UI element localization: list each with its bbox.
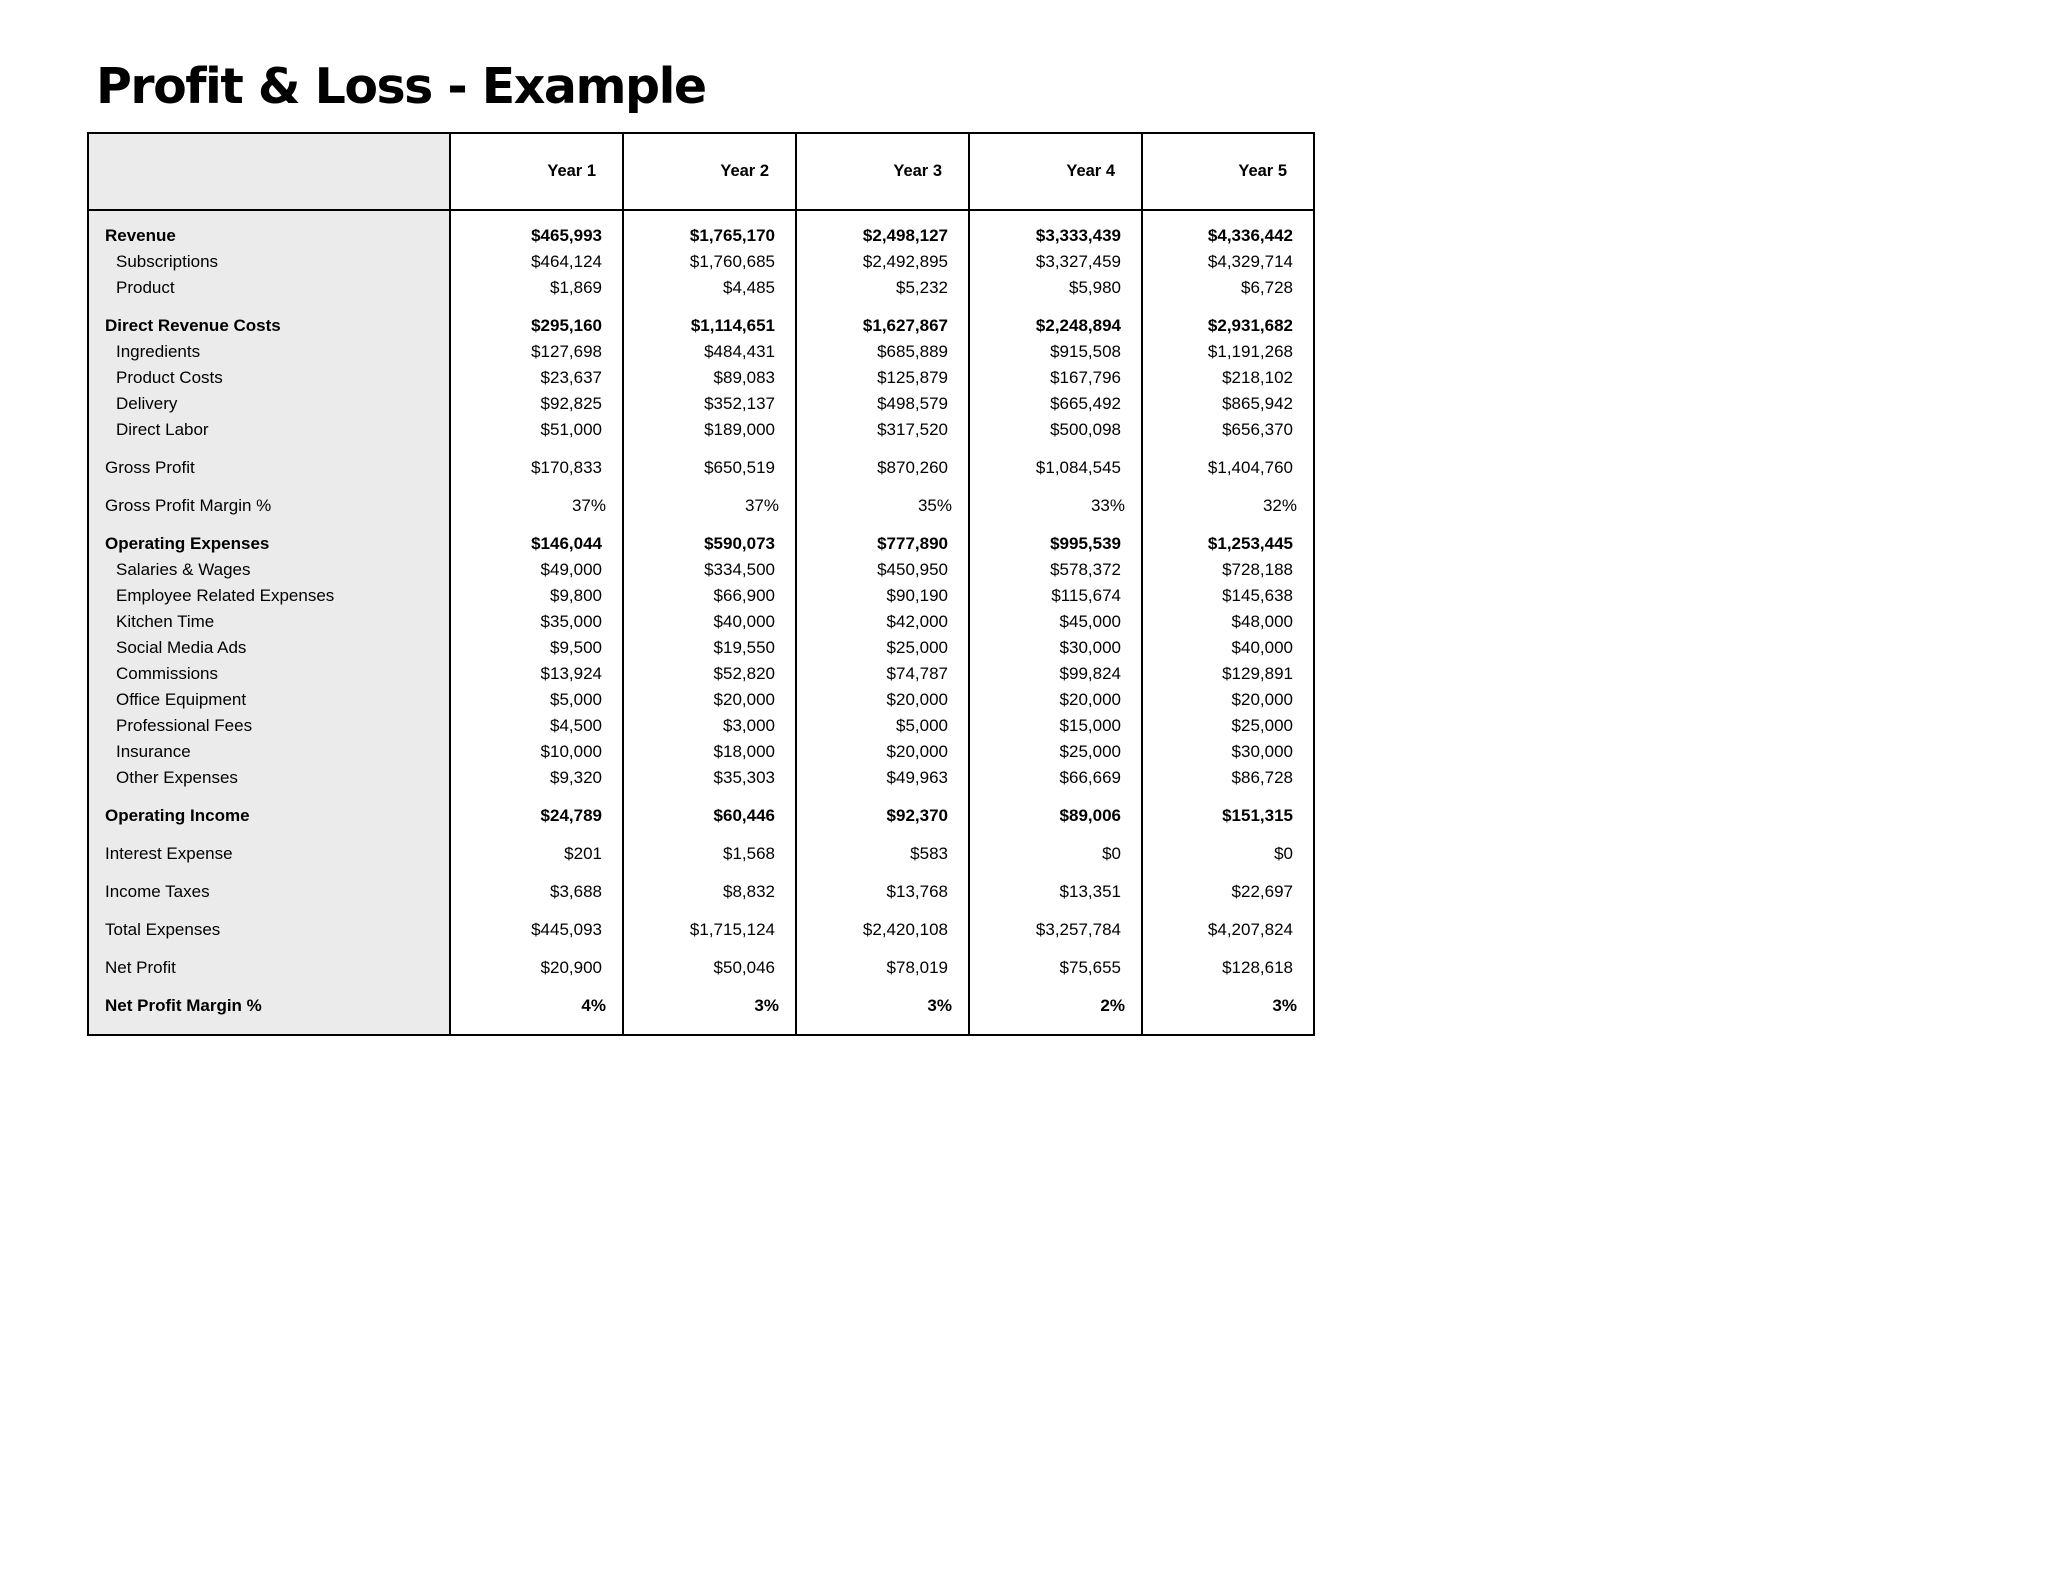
value-cell: $870,260 xyxy=(877,458,948,477)
value-cell: $583 xyxy=(910,844,948,863)
row-group xyxy=(797,211,968,1019)
value-cell: $317,520 xyxy=(877,420,948,439)
value-cell: 32% xyxy=(1262,496,1297,515)
page-title: Profit & Loss - Example xyxy=(96,58,706,115)
value-cell: $52,820 xyxy=(713,664,775,683)
row-label: Operating Expenses xyxy=(105,534,270,553)
value-cell: $151,315 xyxy=(1222,806,1293,825)
row-label: Direct Revenue Costs xyxy=(105,316,281,335)
value-cell: 3% xyxy=(927,996,952,1015)
value-cell: 37% xyxy=(744,496,779,515)
value-cell: $1,253,445 xyxy=(1207,534,1293,553)
value-cell: $3,688 xyxy=(550,882,602,901)
value-cell: $498,579 xyxy=(877,394,948,413)
row-label: Net Profit Margin % xyxy=(105,996,262,1015)
value-cell: $35,000 xyxy=(540,612,602,631)
value-cell: $115,674 xyxy=(1051,586,1121,605)
value-cell: $865,942 xyxy=(1222,394,1293,413)
value-cell: $1,869 xyxy=(550,278,602,297)
row-label: Delivery xyxy=(116,394,178,413)
row-label: Product xyxy=(116,278,175,297)
value-cell: $295,160 xyxy=(531,316,602,335)
value-cell: $74,787 xyxy=(886,664,948,683)
row-group xyxy=(1143,211,1313,1019)
value-cell: 2% xyxy=(1100,996,1125,1015)
value-cell: $450,950 xyxy=(877,560,948,579)
row-label: Social Media Ads xyxy=(116,638,247,657)
value-cell: $3,327,459 xyxy=(1035,252,1121,271)
column-header: Year 4 xyxy=(970,134,1141,211)
row-label: Total Expenses xyxy=(105,920,221,939)
value-cell: $656,370 xyxy=(1222,420,1293,439)
row-label: Employee Related Expenses xyxy=(116,586,335,605)
value-cell: $6,728 xyxy=(1241,278,1293,297)
value-cell: $86,728 xyxy=(1231,768,1293,787)
value-cell: $20,000 xyxy=(886,690,948,709)
row-label: Commissions xyxy=(116,664,219,683)
value-cell: $75,655 xyxy=(1059,958,1121,977)
value-cell: $2,498,127 xyxy=(862,226,948,245)
value-cell: $1,627,867 xyxy=(862,316,948,335)
value-cell: $777,890 xyxy=(877,534,948,553)
value-cell: $3,257,784 xyxy=(1035,920,1121,939)
value-cell: $20,000 xyxy=(886,742,948,761)
value-cell: $42,000 xyxy=(886,612,948,631)
value-cell: $128,618 xyxy=(1222,958,1293,977)
value-cell: $3,000 xyxy=(723,716,775,735)
value-cell: $3,333,439 xyxy=(1035,226,1121,245)
value-cell: $89,006 xyxy=(1059,806,1121,825)
value-cell: $66,669 xyxy=(1059,768,1121,787)
value-cell: $685,889 xyxy=(877,342,948,361)
value-cell: $25,000 xyxy=(1231,716,1293,735)
value-cell: $445,093 xyxy=(531,920,602,939)
row-label: Interest Expense xyxy=(105,844,233,863)
value-cell: $15,000 xyxy=(1059,716,1121,735)
value-cell: $650,519 xyxy=(704,458,775,477)
row-label: Office Equipment xyxy=(116,690,247,709)
row-label: Revenue xyxy=(105,226,176,245)
value-cell: $0 xyxy=(1102,844,1121,863)
value-cell: $2,931,682 xyxy=(1207,316,1293,335)
value-cell: $48,000 xyxy=(1231,612,1293,631)
column-header: Year 1 xyxy=(451,134,622,211)
value-cell: $578,372 xyxy=(1050,560,1121,579)
value-cell: $1,760,685 xyxy=(689,252,775,271)
value-cell: $78,019 xyxy=(886,958,948,977)
value-cell: $9,800 xyxy=(550,586,602,605)
value-cell: $170,833 xyxy=(531,458,602,477)
column-header: Year 3 xyxy=(797,134,968,211)
row-label: Product Costs xyxy=(116,368,223,387)
value-cell: $1,568 xyxy=(723,844,775,863)
value-cell: $995,539 xyxy=(1050,534,1121,553)
value-cell: $915,508 xyxy=(1050,342,1121,361)
value-cell: $2,248,894 xyxy=(1035,316,1121,335)
value-cell: $125,879 xyxy=(877,368,948,387)
value-cell: $25,000 xyxy=(1059,742,1121,761)
column-header: Year 2 xyxy=(624,134,795,211)
value-cell: $8,832 xyxy=(723,882,775,901)
value-cell: $9,320 xyxy=(550,768,602,787)
value-cell: $2,492,895 xyxy=(862,252,948,271)
value-cell: 35% xyxy=(917,496,952,515)
value-cell: $92,370 xyxy=(886,806,948,825)
value-cell: $1,114,651 xyxy=(690,316,775,335)
value-cell: $1,765,170 xyxy=(689,226,775,245)
value-cell: $464,124 xyxy=(531,252,602,271)
value-cell: $13,768 xyxy=(886,882,948,901)
value-cell: $189,000 xyxy=(704,420,775,439)
value-cell: $66,900 xyxy=(713,586,775,605)
value-cell: $201 xyxy=(564,844,602,863)
value-cell: $9,500 xyxy=(550,638,602,657)
value-cell: $49,000 xyxy=(540,560,602,579)
row-group xyxy=(451,211,622,1019)
value-cell: $5,980 xyxy=(1069,278,1121,297)
row-label: Subscriptions xyxy=(116,252,219,271)
value-cell: 3% xyxy=(754,996,779,1015)
row-label: Insurance xyxy=(116,742,191,761)
value-cell: $40,000 xyxy=(713,612,775,631)
value-cell: $590,073 xyxy=(704,534,775,553)
row-label: Gross Profit Margin % xyxy=(105,496,272,515)
value-cell: $50,046 xyxy=(713,958,775,977)
value-cell: $40,000 xyxy=(1231,638,1293,657)
value-cell: $13,924 xyxy=(540,664,602,683)
year-column xyxy=(797,134,970,1034)
value-cell: $1,191,268 xyxy=(1207,342,1293,361)
value-cell: $5,000 xyxy=(550,690,602,709)
value-cell: $334,500 xyxy=(704,560,775,579)
value-cell: $5,232 xyxy=(896,278,948,297)
value-cell: $4,329,714 xyxy=(1207,252,1293,271)
year-column xyxy=(451,134,624,1034)
value-cell: $1,715,124 xyxy=(689,920,775,939)
value-cell: 33% xyxy=(1090,496,1125,515)
value-cell: $4,500 xyxy=(550,716,602,735)
header-blank-cell xyxy=(89,134,449,211)
value-cell: $51,000 xyxy=(540,420,602,439)
value-cell: $1,404,760 xyxy=(1207,458,1293,477)
column-header: Year 5 xyxy=(1143,134,1313,211)
value-cell: $20,900 xyxy=(540,958,602,977)
value-cell: $129,891 xyxy=(1222,664,1293,683)
value-cell: $218,102 xyxy=(1222,368,1293,387)
value-cell: $19,550 xyxy=(713,638,775,657)
value-cell: $484,431 xyxy=(704,342,775,361)
value-cell: $352,137 xyxy=(704,394,775,413)
value-cell: $167,796 xyxy=(1050,368,1121,387)
row-label: Gross Profit xyxy=(105,458,195,477)
value-cell: $24,789 xyxy=(540,806,602,825)
value-cell: $465,993 xyxy=(531,226,602,245)
value-cell: $89,083 xyxy=(713,368,775,387)
value-cell: $30,000 xyxy=(1231,742,1293,761)
row-label-column xyxy=(89,134,451,1034)
value-cell: $92,825 xyxy=(540,394,602,413)
year-column xyxy=(624,134,797,1034)
value-cell: $1,084,545 xyxy=(1035,458,1121,477)
value-cell: $20,000 xyxy=(1059,690,1121,709)
value-cell: $18,000 xyxy=(713,742,775,761)
value-cell: $4,485 xyxy=(723,278,775,297)
row-group xyxy=(624,211,795,1019)
value-cell: $30,000 xyxy=(1059,638,1121,657)
value-cell: $90,190 xyxy=(886,586,948,605)
value-cell: $20,000 xyxy=(713,690,775,709)
year-column xyxy=(970,134,1143,1034)
row-label: Income Taxes xyxy=(105,882,210,901)
value-cell: $45,000 xyxy=(1059,612,1121,631)
row-label: Operating Income xyxy=(105,806,250,825)
value-cell: $60,446 xyxy=(713,806,775,825)
row-label: Salaries & Wages xyxy=(116,560,251,579)
row-group xyxy=(89,211,449,1019)
value-cell: $99,824 xyxy=(1059,664,1121,683)
value-cell: $146,044 xyxy=(531,534,602,553)
row-group xyxy=(970,211,1141,1019)
value-cell: 3% xyxy=(1272,996,1297,1015)
value-cell: $20,000 xyxy=(1231,690,1293,709)
profit-loss-table xyxy=(87,132,1315,1036)
row-label: Other Expenses xyxy=(116,768,238,787)
year-column xyxy=(1143,134,1313,1034)
value-cell: $145,638 xyxy=(1222,586,1293,605)
value-cell: $22,697 xyxy=(1231,882,1293,901)
row-label: Professional Fees xyxy=(116,716,253,735)
value-cell: $728,188 xyxy=(1222,560,1293,579)
row-label: Kitchen Time xyxy=(116,612,215,631)
value-cell: $35,303 xyxy=(713,768,775,787)
value-cell: $127,698 xyxy=(531,342,602,361)
row-label: Net Profit xyxy=(105,958,176,977)
value-cell: $665,492 xyxy=(1050,394,1121,413)
value-cell: $0 xyxy=(1274,844,1293,863)
value-cell: $4,336,442 xyxy=(1207,226,1293,245)
value-cell: $2,420,108 xyxy=(862,920,948,939)
value-cell: $10,000 xyxy=(540,742,602,761)
value-cell: $49,963 xyxy=(886,768,948,787)
row-label: Direct Labor xyxy=(116,420,209,439)
value-cell: $23,637 xyxy=(540,368,602,387)
value-cell: 37% xyxy=(571,496,606,515)
value-cell: $5,000 xyxy=(896,716,948,735)
row-label: Ingredients xyxy=(116,342,201,361)
value-cell: $13,351 xyxy=(1059,882,1121,901)
value-cell: 4% xyxy=(581,996,606,1015)
value-cell: $25,000 xyxy=(886,638,948,657)
value-cell: $500,098 xyxy=(1050,420,1121,439)
value-cell: $4,207,824 xyxy=(1207,920,1293,939)
